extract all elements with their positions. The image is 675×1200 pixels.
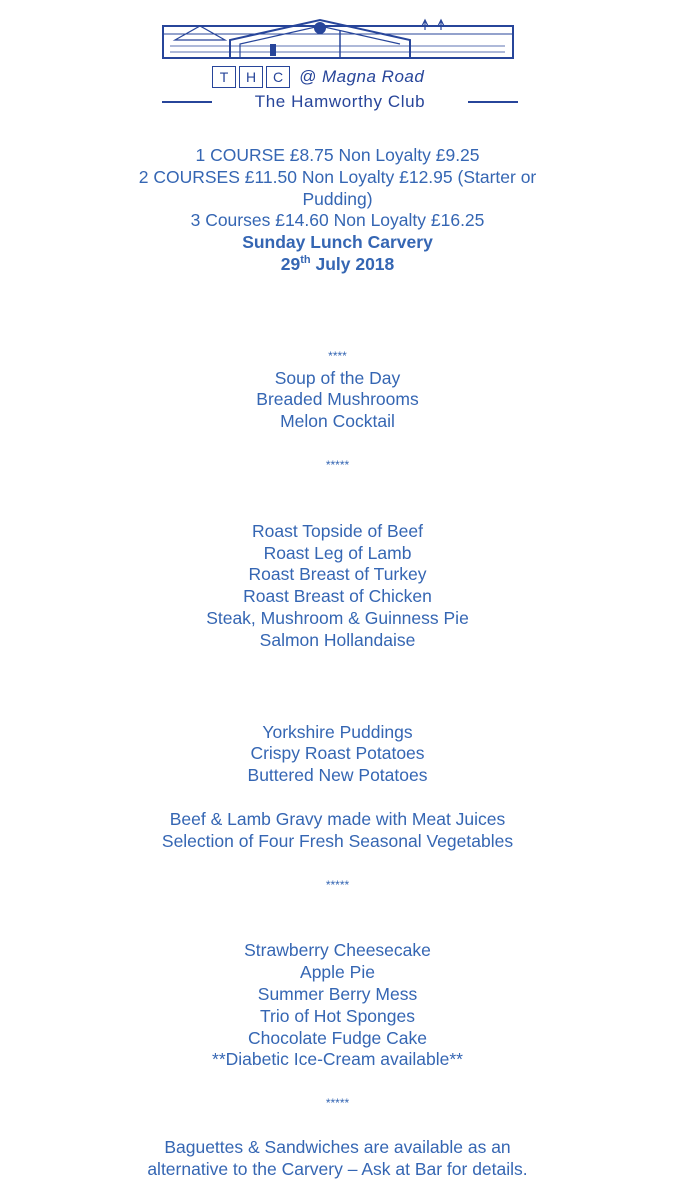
logo-letter: C: [266, 66, 290, 88]
price-one-course: 1 COURSE £8.75 Non Loyalty £9.25: [195, 145, 480, 165]
club-logo: [0, 0, 675, 120]
dessert-note: **Diabetic Ice-Cream available**: [212, 1049, 463, 1070]
main-item: Roast Breast of Turkey: [248, 564, 427, 585]
main-item: Roast Leg of Lamb: [263, 542, 412, 563]
venue-name: @ Magna Road: [299, 67, 425, 86]
extra-item: Selection of Four Fresh Seasonal Vegetables: [161, 830, 514, 851]
separator: *****: [325, 1096, 350, 1111]
dessert-item: Trio of Hot Sponges: [260, 1005, 415, 1026]
logo-letter: H: [239, 66, 263, 88]
main-item: Salmon Hollandaise: [259, 629, 416, 650]
clubhouse-building-icon: [160, 16, 516, 60]
starter-item: Soup of the Day: [274, 367, 401, 388]
footer-note: Baguettes & Sandwiches are available as an: [164, 1136, 511, 1157]
price-two-courses-cont: Pudding): [302, 188, 373, 209]
dessert-item: Chocolate Fudge Cake: [248, 1027, 427, 1048]
menu-date: 29th July 2018: [280, 253, 395, 274]
club-name: The Hamworthy Club: [254, 92, 426, 111]
thc-lettermark: [212, 64, 424, 90]
dessert-item: Apple Pie: [300, 962, 375, 983]
divider-left: [162, 101, 212, 103]
starter-item: Melon Cocktail: [280, 411, 395, 432]
menu-title: Sunday Lunch Carvery: [242, 232, 433, 253]
side-item: Crispy Roast Potatoes: [250, 743, 425, 764]
starter-item: Breaded Mushrooms: [256, 389, 419, 410]
logo-letter: T: [212, 66, 236, 88]
divider-right: [468, 101, 518, 103]
dessert-item: Strawberry Cheesecake: [244, 940, 431, 961]
side-item: Buttered New Potatoes: [247, 765, 428, 786]
side-item: Yorkshire Puddings: [262, 721, 413, 742]
menu-content: [0, 145, 675, 1181]
main-item: Steak, Mushroom & Guinness Pie: [206, 607, 469, 628]
separator: *****: [325, 457, 350, 472]
club-name-row: [162, 92, 518, 112]
main-item: Roast Topside of Beef: [252, 520, 423, 541]
extra-item: Beef & Lamb Gravy made with Meat Juices: [169, 808, 506, 829]
main-item: Roast Breast of Chicken: [243, 586, 432, 607]
price-three-courses: 3 Courses £14.60 Non Loyalty £16.25: [190, 210, 485, 231]
separator: *****: [325, 877, 350, 892]
separator: ****: [328, 348, 347, 363]
price-two-courses: 2 COURSES £11.50 Non Loyalty £12.95 (Starter or: [138, 166, 537, 187]
footer-note-cont: alternative to the Carvery – Ask at Bar for details.: [147, 1158, 528, 1179]
dessert-item: Summer Berry Mess: [257, 983, 418, 1004]
